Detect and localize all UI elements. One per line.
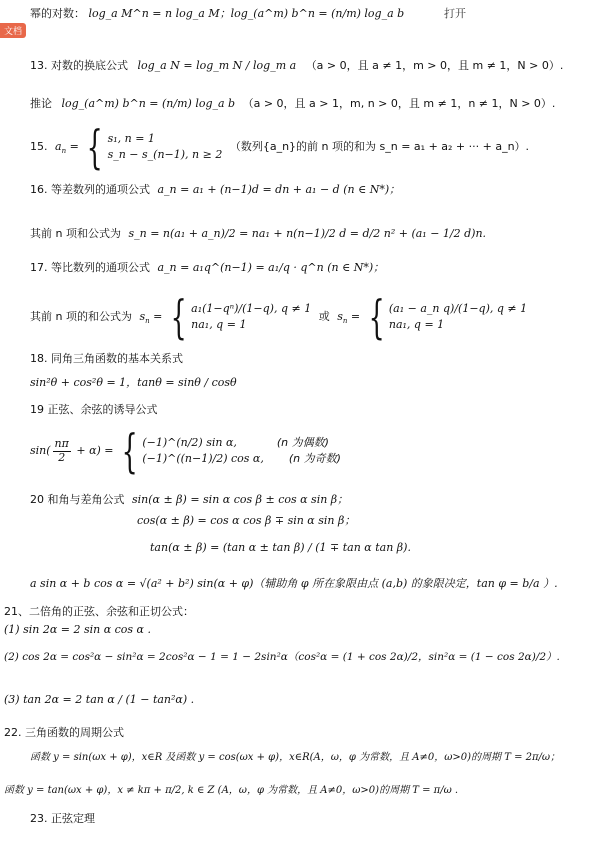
item-18-line — [30, 353, 183, 365]
item-16-sum-label: 其前 n 项和公式为 — [30, 227, 121, 240]
open-button[interactable]: 打开 — [444, 7, 466, 20]
auxiliary-angle-line — [30, 578, 558, 590]
item-17-or: 或 — [318, 310, 330, 323]
item-22-1: 函数 y = sin(ωx + φ)，x∈R 及函数 y = cos(ωx + φ)，x∈R(A，ω，φ 为常数，且 A≠0，ω>0)的周期 T = 2π/ω； — [30, 752, 561, 763]
inference-label: 推论 — [30, 97, 52, 110]
item-21-3: (3) tan 2α = 2 tan α / (1 − tan²α) . — [4, 693, 195, 706]
item-17-case-2: na₁, q = 1 — [191, 318, 247, 331]
item-20-formula-1: sin(α ± β) = sin α cos β ± cos α sin β； — [132, 493, 349, 506]
power-log-label: 幂的对数： — [30, 7, 85, 20]
item-23-label: 23. 正弦定理 — [30, 812, 95, 825]
item-21-label: 21、二倍角的正弦、余弦和正切公式： — [4, 605, 194, 618]
item-15-text: （数列{a_n}的前 n 项的和为 s_n = a₁ + a₂ + ··· + a_n）. — [229, 140, 530, 153]
item-19-case-2: (−1)^((n−1)/2) cos α, — [142, 452, 264, 465]
item-22-2: 函数 y = tan(ωx + φ)，x ≠ kπ + π/2, k ∈ Z (A，ω，φ 为常数，且 A≠0，ω>0)的周期 T = π/ω . — [4, 785, 459, 796]
item-20-line — [30, 494, 348, 506]
item-21-line — [4, 606, 194, 618]
item-20-formula-3: tan(α ± β) = (tan α ± tan β) / (1 ∓ tan α tan β). — [150, 541, 411, 554]
change-of-base-formula: log_a N = log_m N / log_m a — [137, 59, 297, 72]
inference-formula: log_(a^m) b^n = (n/m) log_a b — [61, 97, 236, 110]
item-19-case-2-note: (n 为奇数) — [288, 452, 341, 465]
item-17-sum-label: 其前 n 项的和公式为 — [30, 310, 132, 323]
item-22-2-line — [4, 785, 458, 796]
item-15-label: 15. — [30, 140, 48, 153]
inference-conditions: （a > 0，且 a > 1，m, n > 0，且 m ≠ 1，n ≠ 1，N > 0）. — [242, 97, 556, 110]
item-22-label: 22. 三角函数的周期公式 — [4, 726, 124, 739]
item-19-formula-line: sin( $\frac{n\pi}{2}$ + α) = { (−1)^(n/2) sin α, (n 为偶数) (−1)^((n−1)/2) cos α, (n 为奇数) — [30, 424, 341, 478]
item-23-line — [30, 813, 95, 825]
item-20-formula-3-line — [150, 542, 411, 554]
auxiliary-angle-formula: a sin α + b cos α = √(a² + b²) sin(α + φ)（辅助角 φ 所在象限由点 (a,b) 的象限决定，tan φ = b/a ）. — [30, 577, 558, 590]
item-21-1: (1) sin 2α = 2 sin α cos α . — [4, 623, 151, 636]
item-15-line: 15. $a_n$ = { s₁, n = 1 s_n − s_(n−1), n ≥ 2 （数列{a_n}的前 n 项的和为 s_n = a₁ + a₂ + ··· + a_n）. — [30, 120, 530, 174]
change-of-base-line — [30, 60, 563, 72]
item-17-line — [30, 262, 384, 274]
item-19-label: 19 正弦、余弦的诱导公式 — [30, 403, 158, 416]
item-15-case-2: s_n − s_(n−1), n ≥ 2 — [107, 148, 223, 161]
change-of-base-conditions: （a > 0，且 a ≠ 1，m > 0，且 m ≠ 1，N > 0）. — [305, 59, 564, 72]
item-16-sum-line — [30, 228, 486, 240]
item-19-case-1-note: (n 为偶数) — [276, 435, 329, 449]
item-16-formula: a_n = a₁ + (n−1)d = dn + a₁ − d (n ∈ N*)； — [157, 183, 401, 196]
item-18-label: 18. 同角三角函数的基本关系式 — [30, 352, 183, 365]
document-tag: 文档 — [0, 23, 26, 38]
item-16-sum-formula: s_n = n(a₁ + a_n)/2 = na₁ + n(n−1)/2 d = d/2 n² + (a₁ − 1/2 d)n. — [128, 227, 487, 240]
item-20-formula-2-line — [137, 515, 355, 527]
item-17-case-1: a₁(1−qⁿ)/(1−q), q ≠ 1 — [191, 301, 312, 315]
item-19-line — [30, 404, 158, 416]
item-16-line — [30, 184, 400, 196]
power-log-line — [30, 8, 404, 20]
item-22-1-line — [30, 752, 560, 763]
item-15-case-1: s₁, n = 1 — [107, 131, 155, 145]
item-16-label: 16. 等差数列的通项公式 — [30, 183, 150, 196]
item-21-2-line — [4, 652, 560, 664]
item-17-label: 17. 等比数列的通项公式 — [30, 261, 150, 274]
inference-line — [30, 98, 555, 110]
item-21-2: (2) cos 2α = cos²α − sin²α = 2cos²α − 1 = 1 − 2sin²α（cos²α = (1 + cos 2α)/2，sin²α = (1 − cos 2α)/2）. — [4, 651, 560, 663]
item-22-line — [4, 727, 124, 739]
item-21-3-line — [4, 694, 194, 706]
item-18-formula: sin²θ + cos²θ = 1，tanθ = sinθ / cosθ — [30, 376, 237, 389]
item-19-case-1: (−1)^(n/2) sin α, — [142, 435, 237, 449]
change-of-base-label: 13. 对数的换底公式 — [30, 59, 128, 72]
power-log-formula: log_a M^n = n log_a M；log_(a^m) b^n = (n/m) log_a b — [88, 7, 405, 20]
item-20-label: 20 和角与差角公式 — [30, 493, 125, 506]
item-20-formula-2: cos(α ± β) = cos α cos β ∓ sin α sin β； — [137, 514, 356, 527]
item-21-1-line — [4, 624, 151, 636]
item-17-case-4: na₁, q = 1 — [388, 318, 445, 331]
item-17-formula: a_n = a₁q^(n−1) = a₁/q · q^n (n ∈ N*)； — [157, 261, 385, 274]
item-17-case-3: (a₁ − a_n q)/(1−q), q ≠ 1 — [388, 301, 528, 315]
item-17-sum-line: 其前 n 项的和公式为 $s_n$ = { a₁(1−qⁿ)/(1−q), q ≠ 1 na₁, q = 1 或 $s_n$ = { (a₁ − a_n q)/(1−q), q ≠ 1 na₁, q = 1 — [30, 290, 528, 344]
item-18-formula-line — [30, 377, 237, 389]
